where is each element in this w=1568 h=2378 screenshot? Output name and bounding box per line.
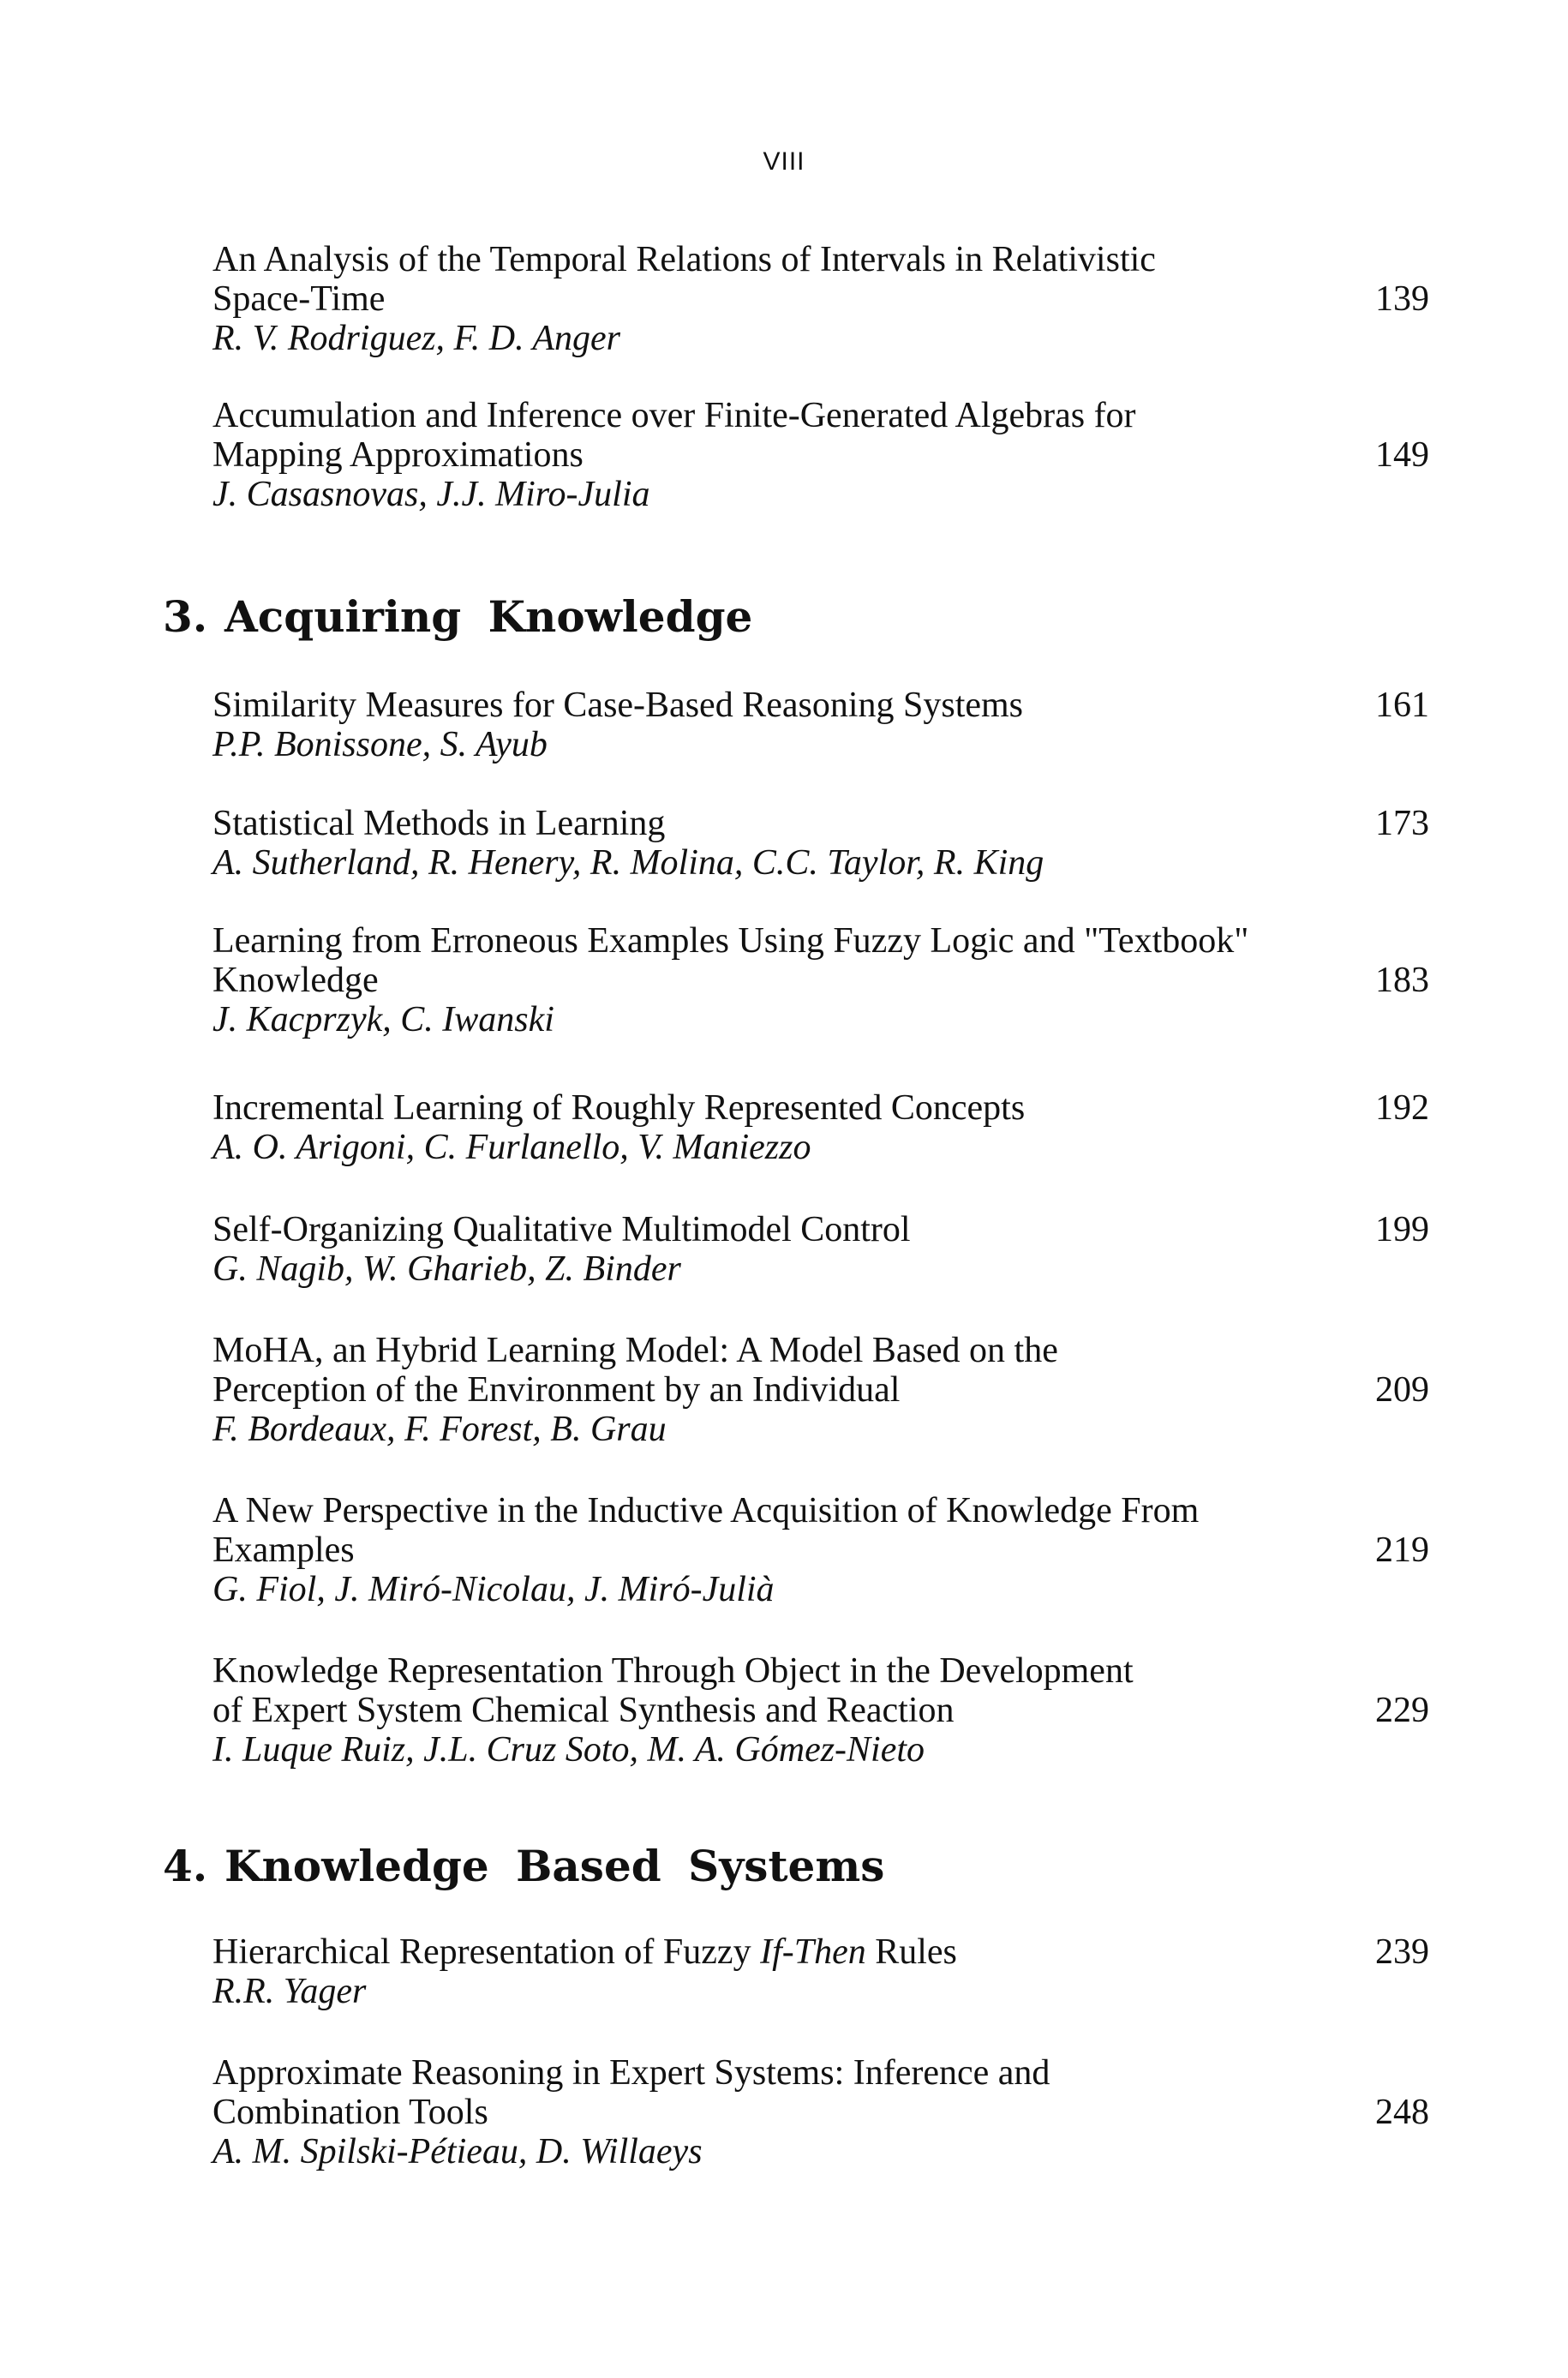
- section-title: Acquiring Knowledge: [224, 591, 753, 642]
- entry-authors: I. Luque Ruiz, J.L. Cruz Soto, M. A. Gómez-Nieto: [212, 1730, 925, 1770]
- toc-entry[interactable]: [212, 804, 1429, 883]
- entry-authors: A. M. Spilski-Pétieau, D. Willaeys: [212, 2132, 703, 2171]
- entry-page-number: 209: [1375, 1370, 1429, 1410]
- section-number: 4.: [163, 1841, 208, 1891]
- entry-authors: R.R. Yager: [212, 1972, 367, 2011]
- entry-authors: G. Fiol, J. Miró-Nicolau, J. Miró-Julià: [212, 1570, 775, 1609]
- entry-page-number: 248: [1375, 2093, 1429, 2132]
- entry-authors: R. V. Rodriguez, F. D. Anger: [212, 319, 621, 358]
- toc-entry[interactable]: [212, 1210, 1429, 1289]
- entry-page-number: 139: [1375, 279, 1429, 319]
- toc-entry[interactable]: [212, 921, 1429, 1039]
- entry-page-number: 199: [1375, 1210, 1429, 1249]
- entry-page-number: 149: [1375, 435, 1429, 475]
- entry-title-line: Knowledge Representation Through Object in the Development: [212, 1651, 1134, 1691]
- entry-title-line: Approximate Reasoning in Expert Systems: Inference and: [212, 2053, 1050, 2093]
- entry-title-line: Mapping Approximations 149: [212, 435, 1429, 475]
- entry-title-line: of Expert System Chemical Synthesis and Reaction 229: [212, 1691, 1429, 1730]
- entry-authors: J. Kacprzyk, C. Iwanski: [212, 1000, 554, 1039]
- entry-authors: A. O. Arigoni, C. Furlanello, V. Maniezzo: [212, 1128, 811, 1167]
- entry-page-number: 173: [1375, 804, 1429, 843]
- toc-entry[interactable]: [212, 1651, 1429, 1770]
- entry-title-line: A New Perspective in the Inductive Acquisition of Knowledge From: [212, 1491, 1200, 1530]
- entry-title-line: Incremental Learning of Roughly Represented Concepts 192: [212, 1088, 1429, 1128]
- toc-entry[interactable]: [212, 1491, 1429, 1609]
- section-number: 3.: [163, 591, 208, 642]
- toc-entry[interactable]: [212, 1932, 1429, 2011]
- entry-title-line: An Analysis of the Temporal Relations of Intervals in Relativistic: [212, 240, 1156, 279]
- entry-title-line: Hierarchical Representation of Fuzzy If-Then Rules 239: [212, 1932, 1429, 1972]
- entry-title-line: Self-Organizing Qualitative Multimodel Control 199: [212, 1210, 1429, 1249]
- entry-title-line: Similarity Measures for Case-Based Reasoning Systems 161: [212, 686, 1429, 725]
- toc-entry[interactable]: [212, 2053, 1429, 2171]
- section-title: Knowledge Based Systems: [224, 1841, 885, 1891]
- toc-entry[interactable]: [212, 1088, 1429, 1167]
- entry-authors: F. Bordeaux, F. Forest, B. Grau: [212, 1410, 667, 1449]
- entry-title-line: Accumulation and Inference over Finite-Generated Algebras for: [212, 396, 1136, 435]
- page-number: VIII: [763, 147, 805, 176]
- entry-page-number: 192: [1375, 1088, 1429, 1128]
- toc-entry[interactable]: [212, 396, 1429, 514]
- entry-title-line: Statistical Methods in Learning 173: [212, 804, 1429, 843]
- entry-title-line: Space-Time 139: [212, 279, 1429, 319]
- entry-title-line: Perception of the Environment by an Individual 209: [212, 1370, 1429, 1410]
- section-heading: [163, 591, 752, 642]
- entry-page-number: 239: [1375, 1932, 1429, 1972]
- entry-page-number: 183: [1375, 961, 1429, 1000]
- section-heading: [163, 1841, 884, 1891]
- toc-entry[interactable]: [212, 686, 1429, 764]
- entry-page-number: 161: [1375, 686, 1429, 725]
- entry-title-line: Learning from Erroneous Examples Using Fuzzy Logic and "Textbook": [212, 921, 1249, 961]
- entry-title-line: Combination Tools 248: [212, 2093, 1429, 2132]
- entry-authors: P.P. Bonissone, S. Ayub: [212, 725, 548, 764]
- toc-entry[interactable]: [212, 1331, 1429, 1449]
- entry-authors: G. Nagib, W. Gharieb, Z. Binder: [212, 1249, 681, 1289]
- entry-authors: A. Sutherland, R. Henery, R. Molina, C.C. Taylor, R. King: [212, 843, 1044, 883]
- entry-title-line: MoHA, an Hybrid Learning Model: A Model Based on the: [212, 1331, 1058, 1370]
- entry-title-line: Examples 219: [212, 1530, 1429, 1570]
- entry-title-line: Knowledge 183: [212, 961, 1429, 1000]
- entry-page-number: 219: [1375, 1530, 1429, 1570]
- entry-page-number: 229: [1375, 1691, 1429, 1730]
- toc-entry[interactable]: [212, 240, 1429, 358]
- entry-authors: J. Casasnovas, J.J. Miro-Julia: [212, 475, 650, 514]
